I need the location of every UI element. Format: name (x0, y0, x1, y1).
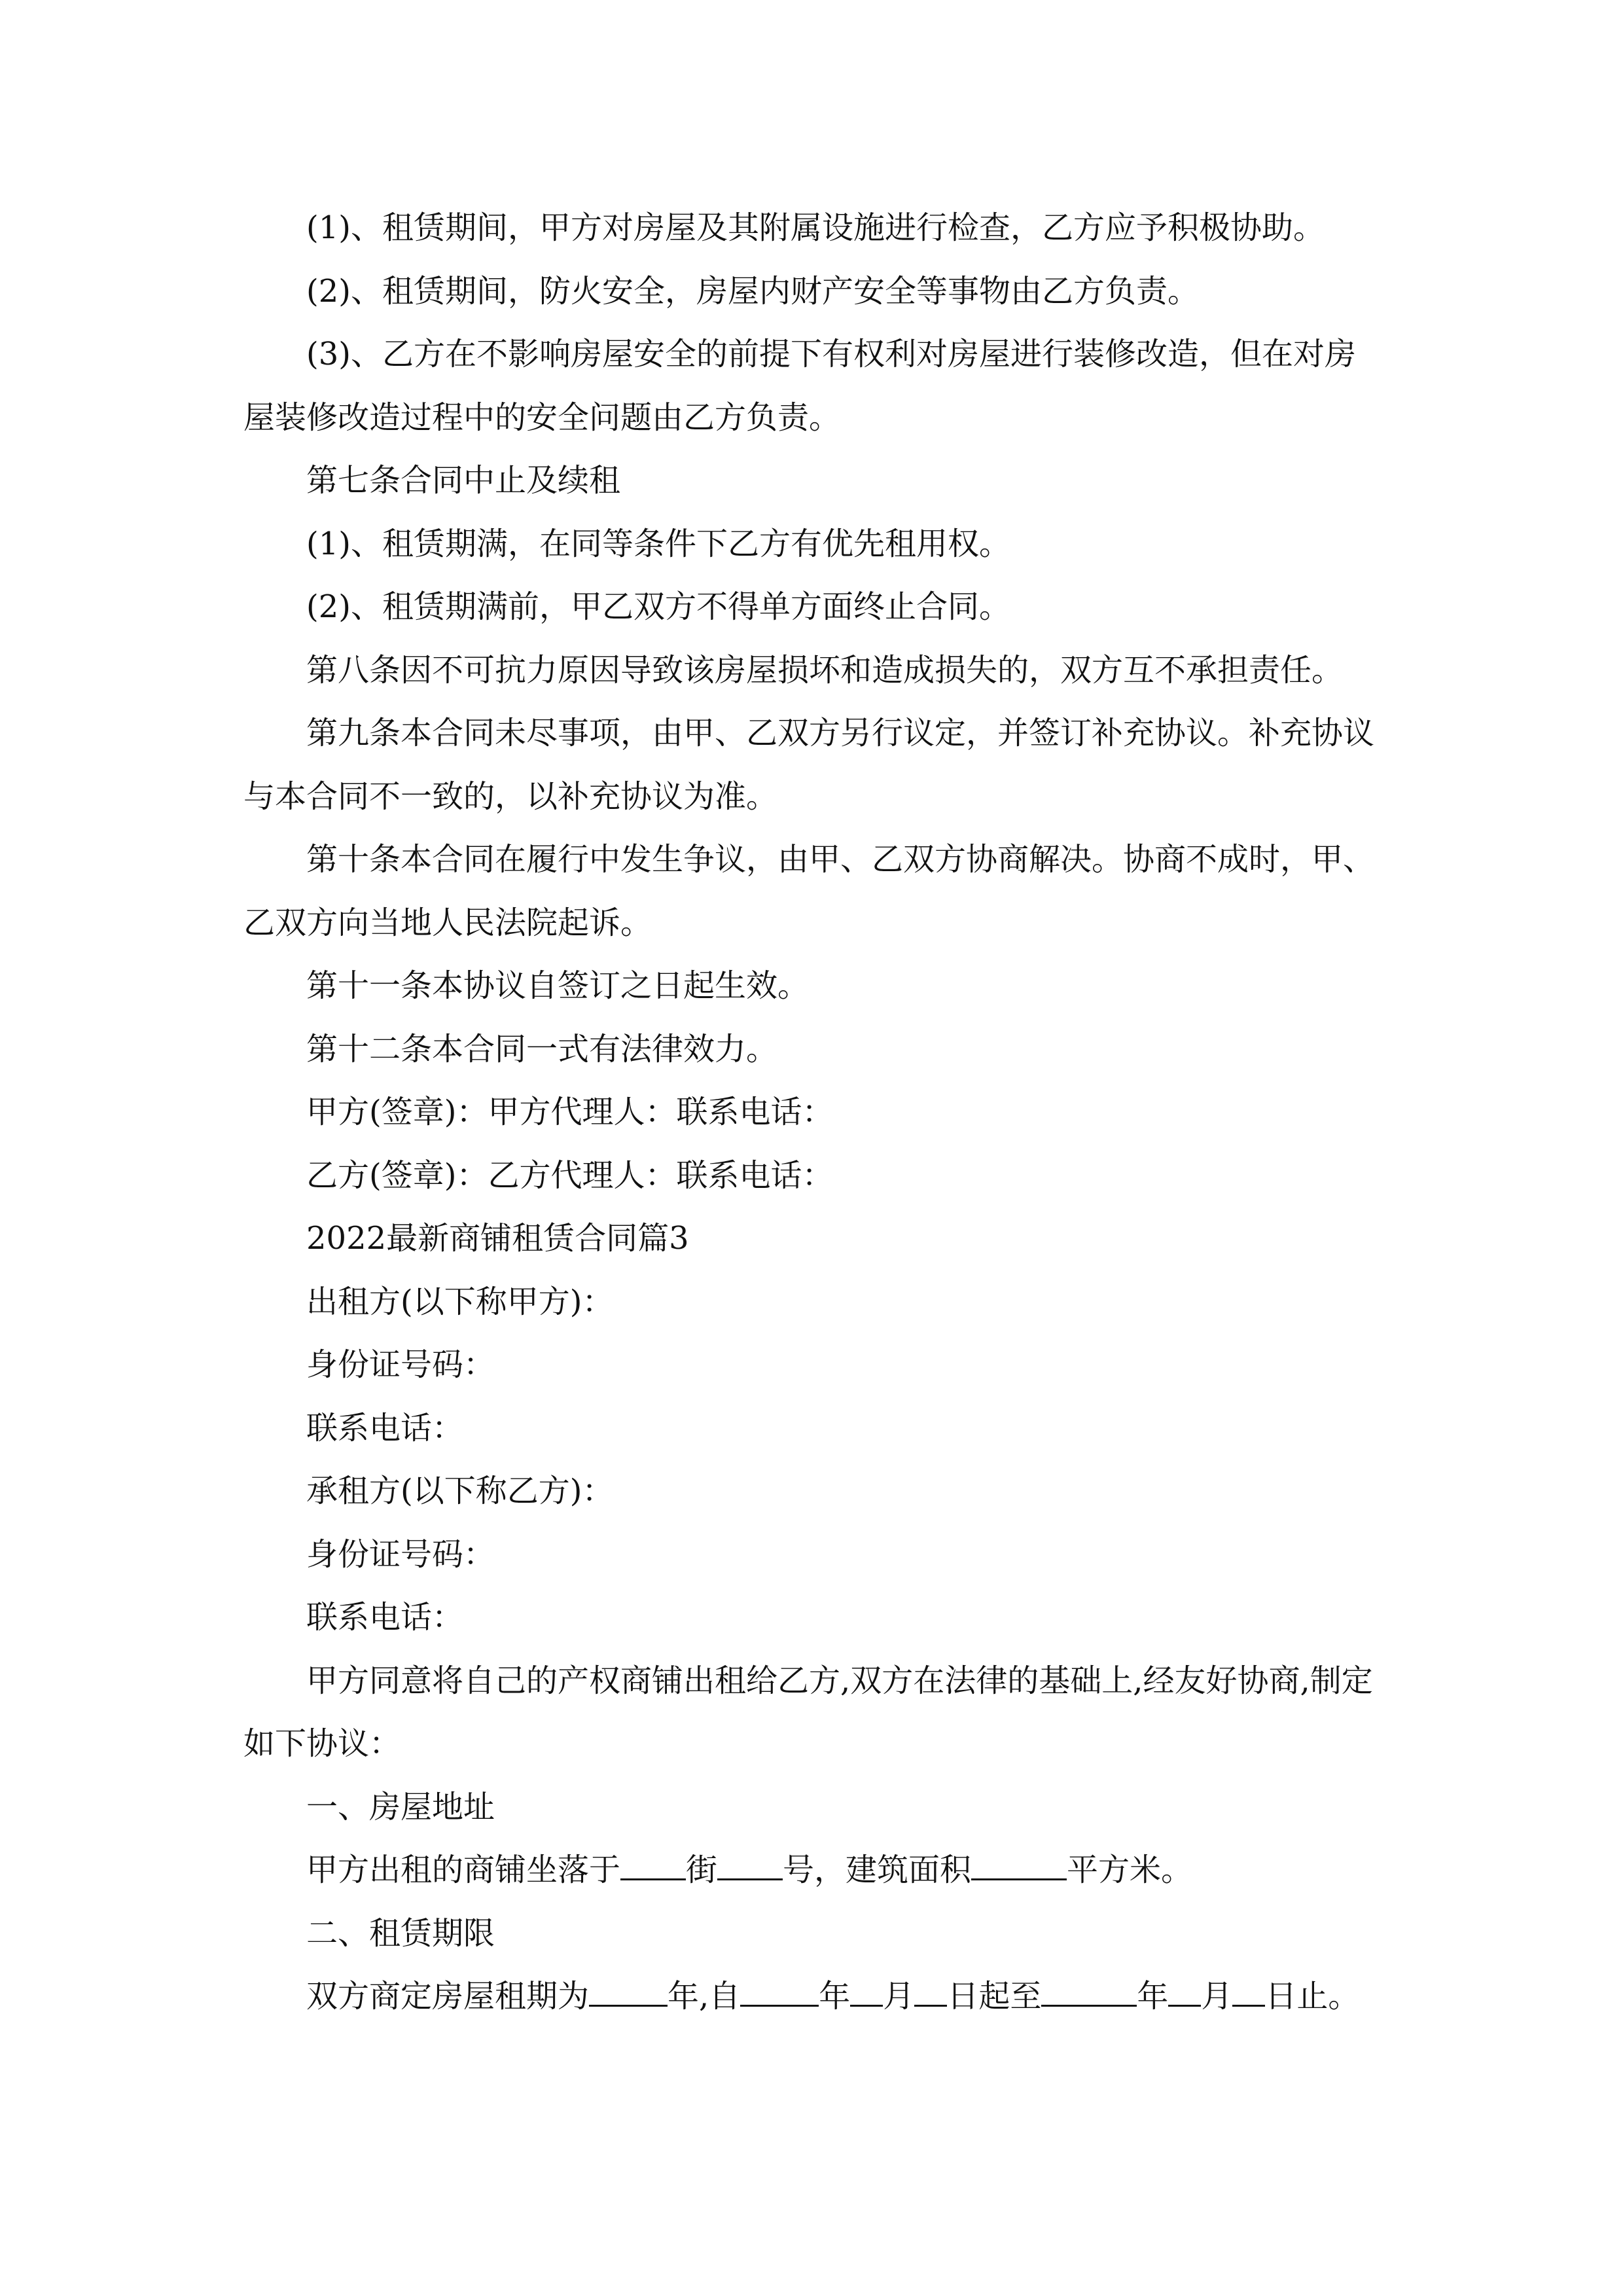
clause-no-termination: (2)、租赁期满前，甲乙双方不得单方面终止合同。 (306, 588, 1010, 625)
document-body (243, 196, 1382, 2028)
years-blank (589, 1979, 668, 2007)
term-text-6: 年 (1137, 1978, 1169, 2015)
clause-fire-safety: (2)、租赁期间，防火安全，房屋内财产安全等事物由乙方负责。 (306, 272, 1199, 310)
lessee-id-label: 身份证号码： (306, 1535, 495, 1573)
term-text-7: 月 (1201, 1978, 1233, 2015)
article-10: 第十条本合同在履行中发生争议，由甲、乙双方协商解决。协商不成时，甲、乙双方向当地人民法院起诉。 (243, 841, 1375, 941)
term-text-2: 年,自 (668, 1978, 741, 2015)
section-term-heading: 二、租赁期限 (306, 1914, 495, 1952)
article-11: 第十一条本协议自签订之日起生效。 (306, 967, 810, 1004)
start-day-blank (914, 1979, 947, 2007)
address-line (243, 1839, 1382, 1902)
article-9: 第九条本合同未尽事项，由甲、乙双方另行议定，并签订补充协议。补充协议与本合同不一致的，以补充协议为准。 (243, 715, 1375, 815)
article-8: 第八条因不可抗力原因导致该房屋损坏和造成损失的，双方互不承担责任。 (306, 651, 1344, 689)
lessor-id-label: 身份证号码： (306, 1346, 495, 1383)
agreement-preamble: 甲方同意将自己的产权商铺出租给乙方,双方在法律的基础上,经友好协商,制定如下协议： (243, 1662, 1373, 1762)
term-text-1: 双方商定房屋租期为 (306, 1978, 590, 2015)
party-b-signature-line: 乙方(签章)：乙方代理人：联系电话： (306, 1157, 834, 1194)
number-blank (717, 1852, 783, 1880)
article-12: 第十二条本合同一式有法律效力。 (306, 1030, 778, 1067)
term-text-4: 月 (883, 1978, 915, 2015)
clause-inspection: (1)、租赁期间，甲方对房屋及其附属设施进行检查，乙方应予积极协助。 (306, 209, 1325, 246)
term-text-5: 日起至 (947, 1978, 1042, 2015)
address-text-4: 平方米。 (1067, 1852, 1193, 1888)
area-blank (971, 1852, 1067, 1880)
term-text-3: 年 (819, 1978, 851, 2015)
lessor-label: 出租方(以下称甲方)： (306, 1283, 614, 1320)
lessee-phone-label: 联系电话： (306, 1599, 464, 1636)
party-a-signature-line: 甲方(签章)：甲方代理人：联系电话： (306, 1094, 834, 1130)
address-text-2: 街 (686, 1852, 718, 1888)
address-text-3: 号，建筑面积 (783, 1852, 972, 1888)
term-text-8: 日止。 (1265, 1978, 1360, 2015)
end-year-blank (1041, 1979, 1137, 2007)
section-address-heading: 一、房屋地址 (306, 1788, 495, 1825)
clause-priority-renewal: (1)、租赁期满，在同等条件下乙方有优先租用权。 (306, 525, 1010, 562)
article-7-heading: 第七条合同中止及续租 (306, 462, 621, 499)
contract-3-title: 2022最新商铺租赁合同篇3 (306, 1220, 689, 1257)
address-text-1: 甲方出租的商铺坐落于 (306, 1852, 621, 1888)
end-day-blank (1232, 1979, 1265, 2007)
start-year-blank (740, 1979, 819, 2007)
lessor-phone-label: 联系电话： (306, 1409, 464, 1446)
term-line (243, 1965, 1382, 2028)
end-month-blank (1168, 1979, 1201, 2007)
start-month-blank (850, 1979, 883, 2007)
lessee-label: 承租方(以下称乙方)： (306, 1473, 614, 1509)
street-blank (620, 1852, 686, 1880)
clause-renovation: (3)、乙方在不影响房屋安全的前提下有权利对房屋进行装修改造，但在对房屋装修改造过程中的安全问题由乙方负责。 (243, 336, 1356, 436)
